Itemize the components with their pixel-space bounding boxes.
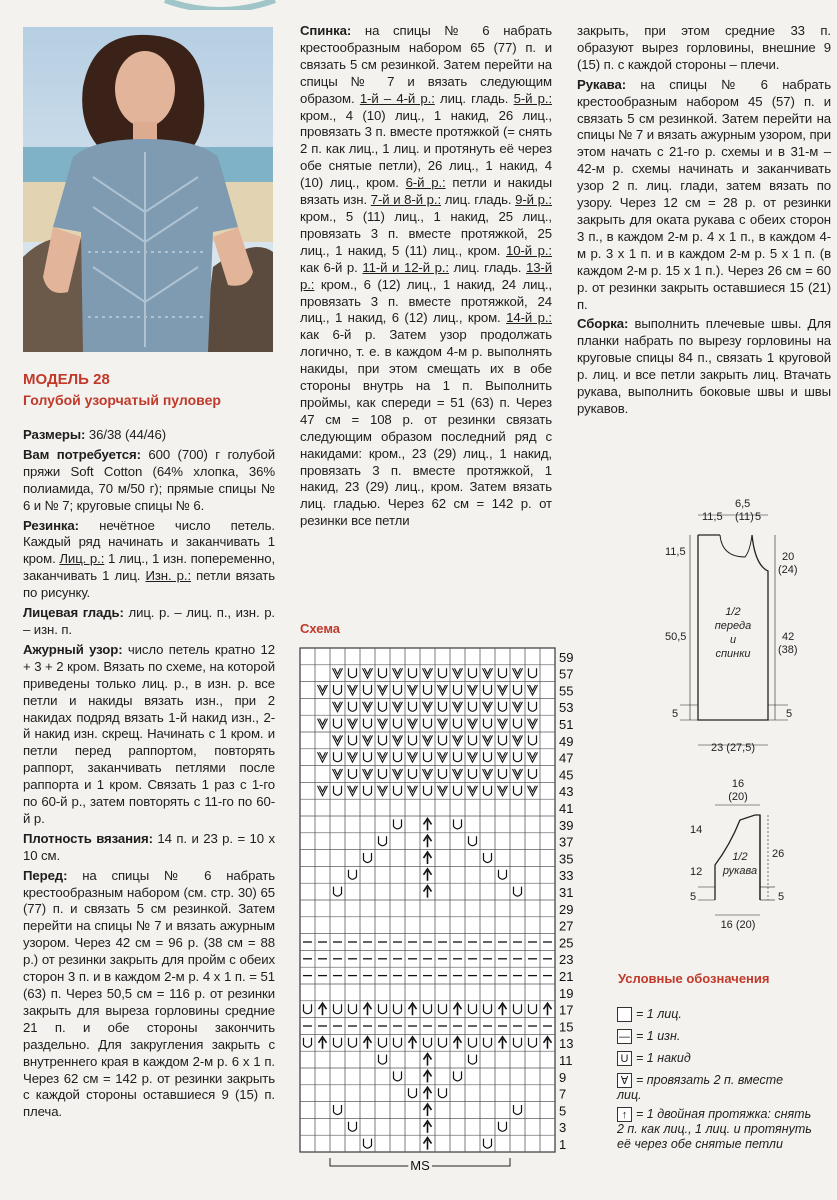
paragraph: Сборка: выполнить плечевые швы. Для планки набрать по вырезу горловины на круговые спицы 84 п., связать 1 круговой р. лиц. и все петли закрыть лиц. Втачать рукава, выполнить боковые швы и швы рукавов. [577, 316, 831, 416]
row-number: 17 [559, 1002, 574, 1018]
row-number: 37 [559, 834, 574, 850]
row-number: 59 [559, 649, 574, 665]
sleeve-top-width: 16 [731, 778, 745, 790]
paragraph: Ажурный узор: число петель кратно 12 + 3 + 2 кром. Вязать по схеме, на которой приведены только лиц. р., в изн. р. все петли и накиды вязать изн., при 2 накидах подряд вязать 1-й накид изн., 2-й накид изн. скрещ. Начинать с 1 кром. и петли перед раппортом, повторять раппорт, заканчивать петлями после раппорта и 1 кром. Связать 1 раз с 1-го по 60-й р., затем повторять с 11-го по 60-й р. [23, 641, 275, 826]
paragraph: Вам потребуется: 600 (700) г голубой пряжи Soft Cotton (64% хлопка, 36% полиамида, 70 м/50 г); прямые спицы № 6 и № 7; круговые спицы № 6. [23, 446, 275, 513]
row-number: 35 [559, 851, 574, 867]
double-decrease-symbol: ↑ [617, 1107, 632, 1122]
repeat-label: MS [410, 1158, 430, 1173]
sleeve-height: 26 [772, 848, 785, 860]
sleeve-schematic [660, 775, 830, 935]
dim-neck-depth: 11,5 [665, 546, 686, 558]
legend-yarnover: U = 1 накид [617, 1051, 691, 1066]
row-number: 1 [559, 1137, 567, 1152]
paragraph: закрыть, при этом средние 33 п. образуют вырез горловины, внешние 9 (15) п. с каждой стороны – плечи. [577, 23, 831, 72]
row-number: 13 [559, 1036, 574, 1052]
row-number: 25 [559, 935, 574, 951]
sleeve-label-2: рукава [722, 865, 758, 877]
paragraph: Перед: на спицы № 6 набрать крестообразным набором (см. стр. 30) 65 (77) п. и связать 5 см резинкой. Затем перейти на спицы № 7 и вязать ажурным узором. Через 42 см = 96 р. (38 см = 88 р.) от резинки закрыть для пройм с обеих сторон 3 п. и в каждом 2-м р. 4 х 1 п. = 51 (63) п. Через 50,5 см = 116 р. от резинки закрыть для выреза горловины средние 21 п. и обе стороны закончить раздельно. Для закругления закрыть с внутреннего края в каждом 2-м р. 6 х 1 п. Через 62 см = 142 р. от резинки закрыть с каждой стороны оставшиеся 9 (15) п. плеча. [23, 867, 275, 1120]
row-number: 27 [559, 918, 574, 934]
row-number: 43 [559, 784, 574, 800]
dim-neck-alt: (11) [735, 511, 754, 523]
body-label-2: переда [714, 620, 752, 632]
sleeve-cap: 14 [690, 824, 703, 836]
schema-label: Схема [300, 621, 341, 636]
model-photo [23, 27, 273, 352]
legend-title: Условные обозначения [618, 971, 770, 986]
body-label-4: спинки [715, 648, 751, 660]
row-number: 23 [559, 952, 574, 968]
purl-symbol: — [619, 1031, 630, 1044]
row-number: 11 [559, 1053, 573, 1068]
row-number: 55 [559, 683, 574, 699]
model-subtitle: Голубой узорчатый пуловер [23, 392, 221, 408]
paragraph: Рукава: на спицы № 6 набрать крестообразным набором 45 (57) п. и связать 5 см резинкой. Затем перейти на спицы № 7 и вязать ажурным узором, при этом начать с 21-го р. схемы и в 31-м – 42-м р. схемы начинать и заканчивать узор 2 п. лиц. глади, затем вязать по узору. Через 12 см = 28 р. от резинки закрыть для оката рукава с обеих сторон 3 п., в каждом 2-м р. 4 х 1 п., в каждом 4-м р. 3 х 1 п. и в каждом 2-м р. 5 х 1 п. (в каждом 2-м р. 15 х 1 п.). Через 26 см = 60 р. от резинки закрыть оставшиеся 15 (21) п. [577, 76, 831, 312]
dim-neck: 6,5 [735, 498, 751, 510]
text-column-3 [577, 23, 831, 421]
legend-k2tog: ∀ = провязать 2 п. вместе лиц. [617, 1073, 784, 1103]
dim-shoulder-right: 5 [755, 511, 762, 523]
row-number: 29 [559, 901, 574, 917]
dim-rib-left: 5 [672, 708, 679, 720]
paragraph: Плотность вязания: 14 п. и 23 р. = 10 х 10 см. [23, 830, 275, 863]
dim-side-alt: (38) [778, 644, 798, 656]
body-label-1: 1/2 [725, 606, 741, 618]
row-number: 5 [559, 1103, 567, 1119]
neckline [720, 535, 752, 557]
model-title: МОДЕЛЬ 28 [23, 371, 110, 388]
row-number: 15 [559, 1019, 574, 1035]
dim-rib-right: 5 [786, 708, 793, 720]
dim-side: 42 [782, 631, 795, 643]
dim-shoulder: 11,5 [702, 511, 723, 523]
row-number: 53 [559, 700, 574, 716]
legend-purl: — = 1 изн. [619, 1029, 681, 1044]
paragraph: Размеры: 36/38 (44/46) [23, 427, 167, 442]
sleeve-lower: 12 [690, 866, 703, 878]
row-number: 47 [559, 750, 574, 766]
dim-armhole-alt: (24) [778, 564, 798, 576]
sleeve-top-width-alt: (20) [728, 791, 748, 803]
sleeve-rib-left: 5 [690, 891, 697, 903]
paragraph: Спинка: на спицы № 6 набрать крестообразным набором 65 (77) п. и связать 5 см резинкой. Затем перейти на спицы № 7 и вязать следующим образом. 1-й – 4-й р.: лиц. гладь. 5-й р.: кром., 4 (10) лиц., 1 накид, 26 лиц., провязать 3 п. вместе протяжкой (= снять 2 п. как лиц., 1 лиц. и протянуть её через обе снятые петли), 26 лиц., 1 накид, 4 (10) лиц., кром. 6-й р.: петли и накиды вязать изн. 7-й и 8-й р.: лиц. гладь. 9-й р.: кром., 5 (11) лиц., 1 накид, 25 лиц., провязать 3 п. вместе протяжкой, 25 лиц., 1 накид, 5 (11) лиц., кром. 10-й р.: как 6-й р. 11-й и 12-й р.: лиц. гладь. 13-й р.: кром., 6 (12) лиц., 1 накид, 24 лиц., провязать 3 п. вместе протяжкой, 24 лиц., 1 накид, 6 (12) лиц., кром. 14-й р.: как 6-й р. Затем узор продолжать логично, т. е. в каждом 4-м р. выполнять накиды, при этом смещать их в обе стороны внутрь на 1 п. Выполнить проймы, как спереди = 51 (63) п. Через 47 см = 108 р. от резинки связать следующим образом последний ряд с накидами: кром., 23 (29) лиц., 1 накид, провязать 3 п. вместе протяжкой, 1 накид, 23 (29) лиц., кром. Затем вязать лиц. гладью. Через 62 см = 142 р. от резинки все петли [300, 23, 553, 529]
row-number: 41 [559, 801, 574, 816]
sleeve-label-1: 1/2 [732, 851, 748, 863]
knit-symbol [617, 1007, 632, 1022]
body-schematic [650, 495, 830, 775]
knitting-chart [290, 640, 580, 1190]
k2tog-symbol: ∀ [617, 1073, 632, 1088]
row-number: 39 [559, 817, 574, 833]
row-number: 33 [559, 868, 574, 884]
paragraph: Лицевая гладь: лиц. р. – лиц. п., изн. р. – изн. п. [23, 605, 275, 637]
row-number: 19 [559, 985, 574, 1001]
row-number: 31 [559, 885, 574, 900]
row-number: 7 [559, 1086, 567, 1102]
sleeve-rib-right: 5 [778, 891, 785, 903]
row-number: 3 [559, 1120, 567, 1136]
dim-body-width: 23 (27,5) [710, 742, 756, 754]
row-number: 21 [559, 969, 574, 984]
body-label-3: и [729, 634, 737, 646]
text-column-1 [23, 427, 275, 1124]
sleeve-bottom-width: 16 (20) [720, 919, 756, 931]
text-column-2 [300, 23, 552, 533]
row-number: 49 [559, 733, 574, 749]
row-number: 51 [559, 717, 574, 732]
row-number: 45 [559, 767, 574, 783]
row-number: 9 [559, 1069, 567, 1085]
page-decoration [160, 0, 280, 10]
row-number: 57 [559, 666, 574, 682]
legend-double-decrease: ↑ = 1 двойная протяжка: снять 2 п. как лиц., 1 лиц. и протянуть её через обе снятые петли [617, 1107, 812, 1152]
dim-armhole: 20 [782, 551, 795, 563]
legend-knit: = 1 лиц. [617, 1007, 682, 1022]
paragraph: Резинка: нечётное число петель. Каждый ряд начинать и заканчивать 1 кром. Лиц. р.: 1 лиц., 1 изн. попеременно, заканчивать 1 лиц. Изн. р.: петли вязать по рисунку. [23, 517, 276, 601]
dim-body-height: 50,5 [665, 631, 687, 643]
yarnover-symbol: U [617, 1051, 632, 1066]
